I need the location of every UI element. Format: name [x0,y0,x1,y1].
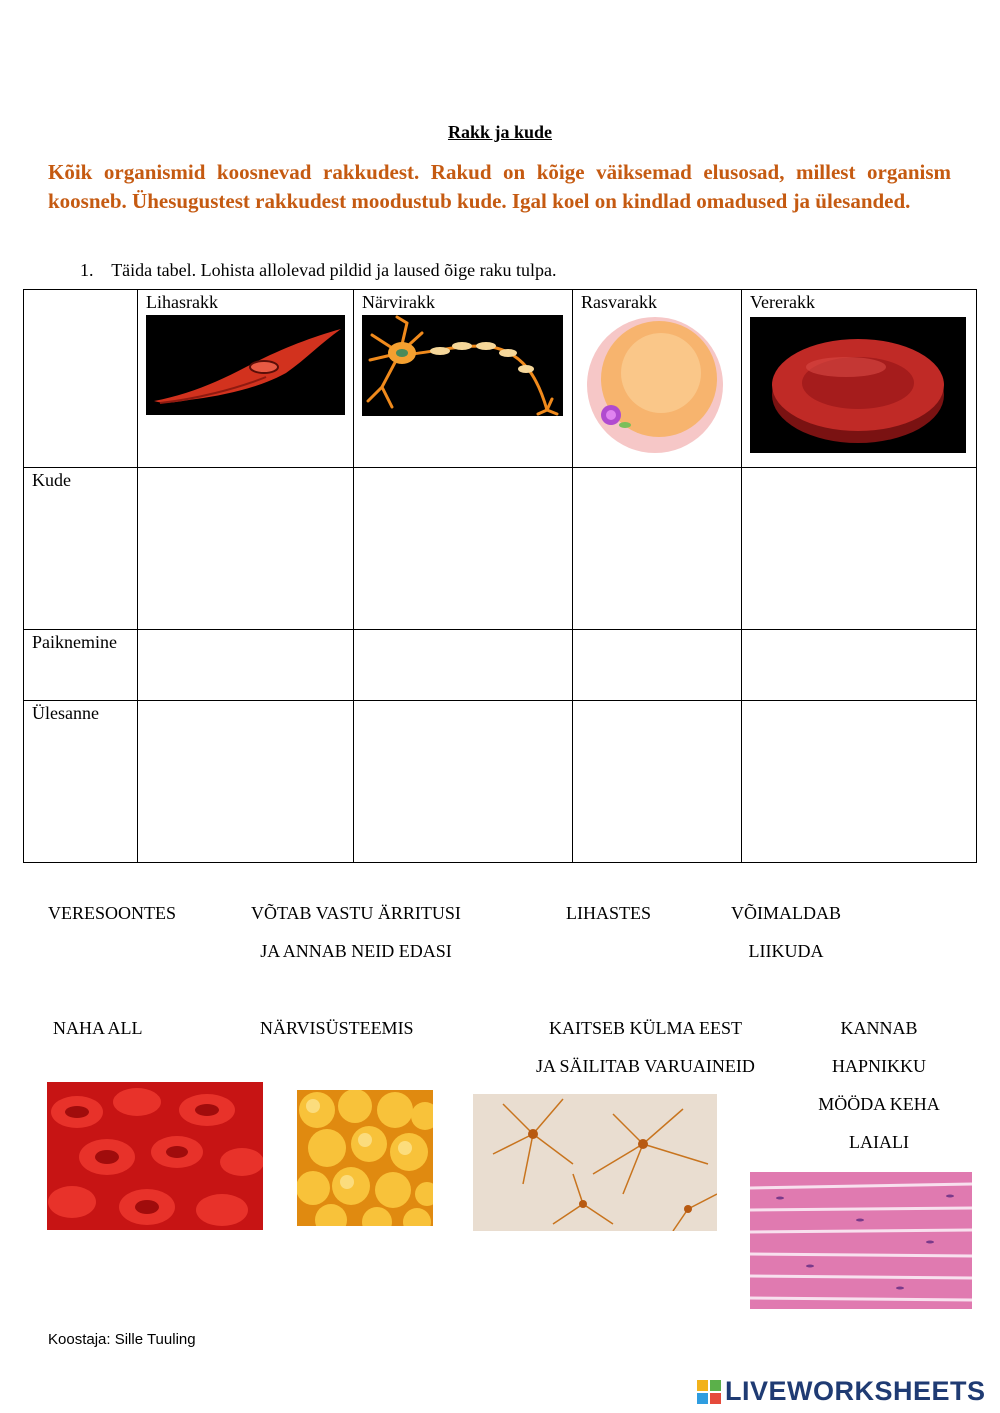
word-voimaldab-liikuda[interactable] [731,894,841,970]
logo-cell [697,1393,708,1404]
word-lihastes[interactable]: LIHASTES [566,903,651,923]
column-label-blood: Vererakk [750,292,815,312]
word-line: HAPNIKKU [832,1056,926,1076]
logo-cell [710,1393,721,1404]
word-kannab-hapnikku[interactable] [810,1009,948,1161]
drop-cell[interactable] [138,468,354,630]
author-credit: Koostaja: Sille Tuuling [48,1331,196,1348]
logo-text: LIVEWORKSHEETS [725,1376,986,1406]
word-line: MÖÖDA KEHA [818,1094,940,1114]
word-naha-all[interactable]: NAHA ALL [53,1018,143,1038]
intro-paragraph: Kõik organismid koosnevad rakkudest. Rakud on kõige väiksemad elusosad, millest organism koosneb. Ühesugustest rakkudest moodustub kude. Igal koel on kindlad omadused ja ülesanded. [48,160,951,213]
logo-cell [710,1380,721,1391]
word-narvisusteemis[interactable]: NÄRVISÜSTEEMIS [260,1018,414,1038]
drop-cell[interactable] [138,701,354,863]
drop-cell[interactable] [354,468,573,630]
column-label-nerve: Närvirakk [362,292,435,312]
task-number: 1. [80,260,94,280]
liveworksheets-logo[interactable] [697,1376,986,1407]
drop-cell[interactable] [138,630,354,701]
column-header-blood [742,290,977,468]
fat-cell-image[interactable] [581,315,729,455]
cell-table [23,289,977,863]
task-text: Täida tabel. Lohista allolevad pildid ja laused õige raku tulpa. [111,260,557,280]
drop-cell[interactable] [742,630,977,701]
header-empty-cell [24,290,138,468]
row-label-kude: Kude [24,468,138,630]
task-instruction [80,260,557,281]
drop-cell[interactable] [742,468,977,630]
column-header-fat [573,290,742,468]
blood-cell-image[interactable] [750,317,966,453]
drop-cell[interactable] [742,701,977,863]
word-line: VÕIMALDAB [731,903,841,923]
nerve-tissue-image[interactable] [473,1094,717,1231]
word-line: VÕTAB VASTU ÄRRITUSI [251,903,461,923]
drop-cell[interactable] [573,701,742,863]
word-line: LAIALI [849,1132,909,1152]
drop-cell[interactable] [354,701,573,863]
drop-cell[interactable] [573,468,742,630]
muscle-cell-image[interactable] [146,315,345,415]
fat-tissue-image[interactable] [297,1090,433,1226]
word-line: KANNAB [840,1018,918,1038]
word-votab-vastu[interactable] [251,894,461,970]
drop-cell[interactable] [573,630,742,701]
word-veresoontes[interactable]: VERESOONTES [48,903,177,923]
blood-tissue-image[interactable] [47,1082,263,1230]
word-line: KAITSEB KÜLMA EEST [548,1018,742,1038]
muscle-tissue-image[interactable] [750,1172,972,1309]
word-line: JA ANNAB NEID EDASI [260,941,452,961]
column-label-muscle: Lihasrakk [146,292,218,312]
word-line: JA SÄILITAB VARUAINEID [536,1056,755,1076]
word-line: LIIKUDA [748,941,824,961]
page-title: Rakk ja kude [447,122,553,142]
row-label-ulesanne: Ülesanne [24,701,138,863]
nerve-cell-image[interactable] [362,315,563,416]
row-label-paiknemine: Paiknemine [24,630,138,701]
drop-cell[interactable] [354,630,573,701]
word-kaitseb-kulma[interactable] [536,1009,755,1085]
column-header-muscle [138,290,354,468]
column-header-nerve [354,290,573,468]
logo-icon [697,1380,721,1404]
column-label-fat: Rasvarakk [581,292,657,312]
logo-cell [697,1380,708,1391]
